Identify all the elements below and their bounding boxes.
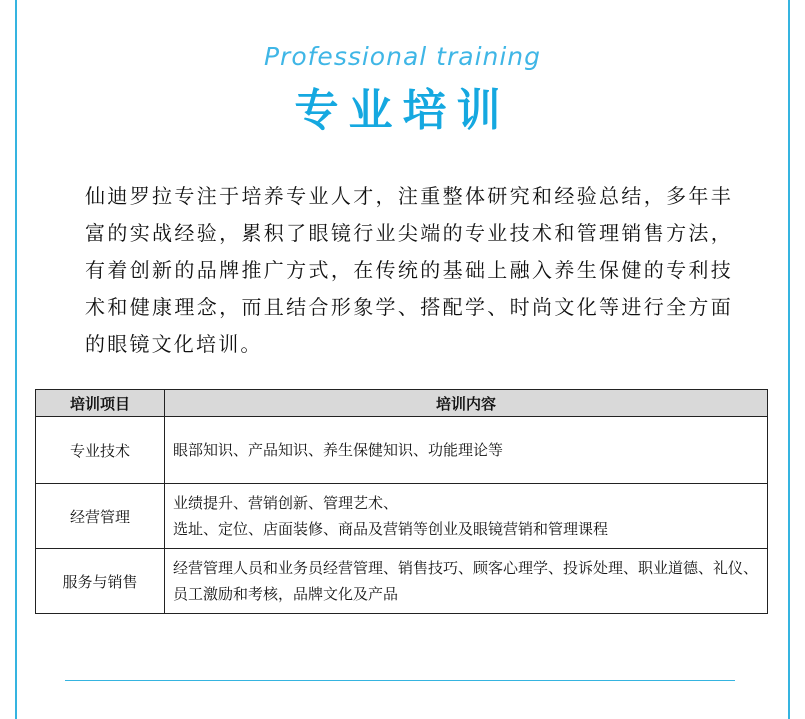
training-table: [35, 389, 768, 614]
row-content: [165, 484, 768, 549]
header-item: 培训项目: [36, 390, 165, 417]
row-content-line: 眼部知识、产品知识、养生保健知识、功能理论等: [173, 441, 504, 459]
table-row: [36, 549, 768, 614]
table-row: [36, 484, 768, 549]
row-item: 服务与销售: [36, 549, 165, 614]
table-row: [36, 417, 768, 484]
page-title: 专业培训: [294, 85, 511, 136]
bottom-divider: [65, 680, 735, 681]
table-header-row: [36, 390, 768, 417]
header-content: 培训内容: [165, 390, 768, 417]
row-content-line: 选址、定位、店面装修、商品及营销等创业及眼镜营销和管理课程: [173, 520, 609, 538]
row-content: [165, 417, 768, 484]
row-content-line: 经营管理人员和业务员经营管理、销售技巧、顾客心理学、投诉处理、职业道德、礼仪、员工激励和考核，品牌文化及产品: [173, 559, 759, 603]
row-content-line: 业绩提升、营销创新、管理艺术、: [173, 494, 399, 512]
subtitle-english: Professional training: [263, 42, 542, 71]
intro-paragraph: 仙迪罗拉专注于培养专业人才，注重整体研究和经验总结，多年丰富的实战经验，累积了眼镜行业尖端的专业技术和管理销售方法，有着创新的品牌推广方式，在传统的基础上融入养生保健的专利技术和健康理念，而且结合形象学、搭配学、时尚文化等进行全方面的眼镜文化培训。: [85, 184, 733, 356]
row-content: [165, 549, 768, 614]
row-item: 专业技术: [36, 417, 165, 484]
row-item: 经营管理: [36, 484, 165, 549]
